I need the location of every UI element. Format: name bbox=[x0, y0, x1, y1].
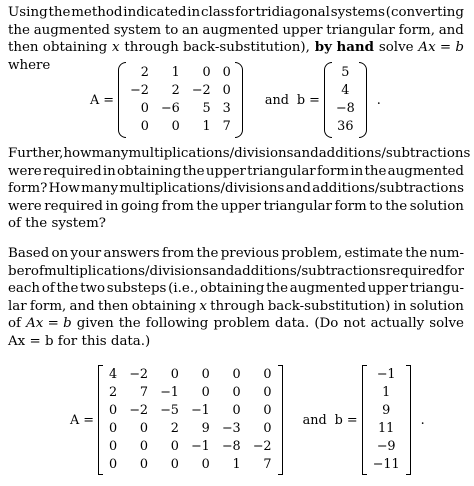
text-word: multiplications/divisions bbox=[119, 181, 285, 197]
text-word: augmented bbox=[202, 22, 279, 38]
text-word: many bbox=[91, 146, 129, 161]
problem2-text bbox=[8, 245, 464, 351]
vector-b bbox=[324, 62, 367, 138]
matrix-cell: 0 bbox=[263, 385, 272, 400]
matrix-cell: 7 bbox=[139, 385, 149, 400]
text-word: to bbox=[369, 198, 383, 214]
text-word: the bbox=[196, 246, 219, 261]
text-word: the bbox=[405, 246, 428, 261]
text-word: two bbox=[80, 281, 106, 297]
text-word: system bbox=[113, 22, 162, 38]
text-word: required bbox=[42, 163, 102, 179]
matrix-cell: 1 bbox=[202, 119, 211, 134]
vector-cell: −8 bbox=[335, 101, 355, 116]
matrix-cell: 2 bbox=[170, 421, 179, 436]
text-word: solution bbox=[409, 198, 464, 214]
matrix-cell: 0 bbox=[232, 367, 241, 382]
text-word: triangu- bbox=[409, 281, 464, 297]
text-word: actually bbox=[370, 316, 425, 332]
text-word: Ax = b bbox=[26, 316, 72, 332]
text-word: additions/subtractions bbox=[312, 181, 464, 197]
text-line bbox=[8, 263, 464, 281]
text-word: of bbox=[30, 263, 44, 279]
text-line bbox=[8, 39, 464, 57]
text-word: were bbox=[8, 163, 42, 179]
text-word: upper bbox=[220, 198, 261, 214]
matrix-cell: −1 bbox=[190, 439, 210, 454]
matrix-cell: 0 bbox=[171, 119, 180, 134]
text-word: following bbox=[145, 316, 209, 332]
end-punct: . bbox=[376, 92, 381, 108]
matrix-cell: 0 bbox=[263, 403, 272, 418]
text-word: obtaining bbox=[200, 281, 265, 297]
text-line bbox=[8, 315, 464, 333]
text-line bbox=[8, 298, 464, 316]
text-word: of the system? bbox=[8, 216, 106, 232]
matrix-cell: 0 bbox=[109, 457, 118, 472]
text-word: where bbox=[8, 57, 51, 73]
text-word: each bbox=[8, 281, 41, 297]
text-word: were bbox=[8, 198, 42, 214]
text-word: in bbox=[102, 163, 116, 179]
text-word: the bbox=[364, 163, 387, 179]
text-word: an bbox=[182, 22, 199, 38]
text-line bbox=[8, 180, 464, 198]
text-word: and bbox=[438, 22, 464, 38]
text-word: to bbox=[164, 22, 179, 38]
matrix-cell: −6 bbox=[160, 101, 180, 116]
text-word: additions/subtractions bbox=[318, 146, 471, 161]
text-line bbox=[8, 333, 464, 351]
matrix-a bbox=[118, 62, 243, 138]
text-word: in bbox=[350, 163, 364, 179]
matrix-cell: 9 bbox=[201, 421, 210, 436]
text-word: for bbox=[444, 263, 464, 279]
text-word: form? bbox=[8, 181, 48, 197]
text-word: x bbox=[199, 298, 207, 314]
text-word: indicated bbox=[123, 5, 187, 20]
text-word: systems bbox=[330, 5, 385, 20]
matrix-cell: 0 bbox=[139, 457, 149, 472]
matrix-cell: 0 bbox=[263, 421, 272, 436]
text-word: obtaining bbox=[117, 163, 182, 179]
matrix-cell: −2 bbox=[252, 439, 272, 454]
problem2-equation bbox=[70, 365, 425, 475]
matrix-a-label: A = bbox=[70, 412, 95, 428]
text-word: then obtaining bbox=[8, 40, 108, 56]
text-line bbox=[8, 22, 464, 40]
text-line bbox=[8, 163, 464, 181]
matrix-cell: 2 bbox=[109, 385, 118, 400]
matrix-cell: −2 bbox=[129, 367, 149, 382]
text-word: from bbox=[161, 198, 194, 214]
vector-b bbox=[362, 365, 411, 475]
text-word: Ax = b for this data.) bbox=[8, 333, 151, 349]
matrix-cell: −2 bbox=[129, 403, 149, 418]
matrix-cell: −1 bbox=[160, 385, 179, 400]
end-punct: . bbox=[420, 412, 425, 428]
text-word: solve bbox=[378, 40, 414, 56]
text-word: of bbox=[41, 281, 55, 297]
matrix-cell: 3 bbox=[222, 101, 231, 116]
and-label: and bbox=[302, 412, 327, 428]
text-word: and bbox=[69, 298, 95, 314]
text-word: answers bbox=[103, 246, 160, 261]
matrix-cell: 0 bbox=[201, 457, 210, 472]
vector-cell: 11 bbox=[378, 421, 395, 436]
text-word: (Do bbox=[314, 316, 339, 332]
text-word: How bbox=[48, 181, 80, 197]
text-line bbox=[8, 198, 464, 216]
text-word: the bbox=[118, 316, 141, 332]
text-word: through back-substitution), bbox=[124, 40, 310, 56]
text-word: lar bbox=[8, 298, 27, 314]
text-word: and bbox=[285, 181, 311, 197]
matrix-cell: 0 bbox=[201, 367, 210, 382]
text-word: many bbox=[81, 181, 119, 197]
text-word: the bbox=[8, 22, 30, 38]
text-word: given bbox=[76, 316, 114, 332]
text-word: class bbox=[200, 5, 235, 20]
text-word: tridiagonal bbox=[255, 5, 330, 20]
vector-cell: −1 bbox=[376, 367, 396, 382]
matrix-a bbox=[98, 365, 283, 475]
text-word: going bbox=[120, 198, 160, 214]
text-line bbox=[8, 145, 471, 163]
text-word: ber bbox=[8, 263, 31, 279]
text-line bbox=[8, 4, 464, 22]
matrix-cell: 2 bbox=[171, 83, 180, 98]
matrix-cell: 7 bbox=[222, 119, 231, 134]
text-word: and bbox=[208, 263, 235, 279]
text-word: the bbox=[182, 163, 205, 179]
text-word: and bbox=[293, 146, 319, 161]
text-word: obtaining bbox=[131, 298, 197, 314]
text-word: the bbox=[266, 281, 289, 297]
matrix-cell: −2 bbox=[130, 83, 149, 98]
and-label: and bbox=[264, 92, 289, 108]
text-word: substeps bbox=[106, 281, 167, 297]
text-word: form bbox=[316, 163, 350, 179]
text-word: upper bbox=[367, 281, 408, 297]
text-word: the bbox=[48, 5, 71, 20]
text-word: method bbox=[71, 5, 123, 20]
matrix-cell: 1 bbox=[171, 65, 180, 80]
text-line bbox=[8, 215, 464, 233]
text-word: previous bbox=[220, 246, 280, 261]
matrix-cell: −1 bbox=[190, 403, 210, 418]
matrix-cell: 0 bbox=[222, 83, 231, 98]
vector-b-label: b = bbox=[296, 92, 320, 108]
text-word: for bbox=[235, 5, 255, 20]
matrix-cell: 0 bbox=[202, 65, 211, 80]
matrix-cell: 0 bbox=[140, 101, 149, 116]
text-word: additions/subtractions bbox=[234, 263, 386, 279]
text-word: Using bbox=[8, 5, 48, 20]
text-word: data. bbox=[275, 316, 310, 332]
vector-cell: 9 bbox=[382, 403, 391, 418]
text-word: triangular bbox=[263, 198, 332, 214]
text-word: triangular bbox=[247, 163, 316, 179]
matrix-cell: 0 bbox=[222, 65, 231, 80]
problem1-equation bbox=[90, 62, 381, 138]
text-word: augmented bbox=[289, 281, 367, 297]
matrix-a-label: A = bbox=[90, 92, 115, 108]
vector-cell: −11 bbox=[372, 457, 400, 472]
text-word: in bbox=[187, 5, 201, 20]
text-word: augmented bbox=[33, 22, 110, 38]
text-word: Based bbox=[8, 246, 50, 261]
matrix-cell: 0 bbox=[232, 385, 241, 400]
matrix-cell: 2 bbox=[140, 65, 149, 80]
problem1-question bbox=[8, 145, 471, 233]
text-word: required bbox=[385, 263, 445, 279]
text-word: of bbox=[8, 316, 22, 332]
text-word: problem, bbox=[281, 246, 343, 261]
matrix-cell: 0 bbox=[263, 367, 272, 382]
matrix-cell: 0 bbox=[139, 439, 149, 454]
text-word: the bbox=[385, 198, 408, 214]
text-word: Ax = b bbox=[418, 40, 464, 56]
text-line bbox=[8, 245, 464, 263]
text-word: solve bbox=[429, 316, 464, 332]
text-word: required bbox=[44, 198, 103, 214]
vector-cell: 4 bbox=[341, 83, 350, 98]
vector-b-label: b = bbox=[334, 412, 358, 428]
vector-cell: 5 bbox=[341, 65, 350, 80]
matrix-cell: 0 bbox=[109, 439, 118, 454]
text-word: upper bbox=[282, 22, 323, 38]
matrix-cell: 4 bbox=[109, 367, 118, 382]
text-word: Further, bbox=[8, 146, 64, 161]
text-word: through bbox=[210, 298, 265, 314]
matrix-cell: 1 bbox=[232, 457, 241, 472]
text-word: problem bbox=[213, 316, 270, 332]
text-word: in bbox=[393, 298, 407, 314]
text-word: not bbox=[343, 316, 366, 332]
text-word: augmented bbox=[387, 163, 464, 179]
text-word: how bbox=[63, 146, 92, 161]
text-word: your bbox=[70, 246, 102, 261]
text-word: form bbox=[334, 198, 367, 214]
text-word: the bbox=[56, 281, 79, 297]
matrix-cell: 0 bbox=[109, 421, 118, 436]
matrix-cell: −2 bbox=[191, 83, 211, 98]
text-word: form, bbox=[29, 298, 67, 314]
text-word: upper bbox=[205, 163, 246, 179]
text-word: from bbox=[162, 246, 195, 261]
text-word: solution bbox=[409, 298, 464, 314]
text-word: multiplications/divisions bbox=[128, 146, 294, 161]
matrix-cell: 0 bbox=[170, 457, 179, 472]
vector-cell: −9 bbox=[376, 439, 396, 454]
matrix-cell: 0 bbox=[201, 385, 210, 400]
text-line bbox=[8, 280, 464, 298]
matrix-cell: −5 bbox=[160, 403, 179, 418]
matrix-cell: 7 bbox=[263, 457, 272, 472]
text-word: estimate bbox=[344, 246, 403, 261]
text-word: triangular bbox=[326, 22, 395, 38]
text-word: then bbox=[97, 298, 129, 314]
text-word: form, bbox=[398, 22, 435, 38]
matrix-cell: 0 bbox=[109, 403, 118, 418]
matrix-cell: −8 bbox=[221, 439, 241, 454]
matrix-cell: 0 bbox=[170, 439, 179, 454]
text-word: (converting bbox=[385, 5, 464, 20]
text-word: x bbox=[112, 40, 120, 56]
text-word: num- bbox=[429, 246, 464, 261]
text-word: by hand bbox=[314, 39, 375, 56]
matrix-cell: 0 bbox=[232, 403, 241, 418]
text-word: (i.e., bbox=[168, 281, 199, 297]
vector-cell: 1 bbox=[382, 385, 391, 400]
text-word: multiplications/divisions bbox=[43, 263, 209, 279]
matrix-cell: 0 bbox=[139, 421, 149, 436]
vector-cell: 36 bbox=[337, 119, 354, 134]
matrix-cell: 0 bbox=[170, 367, 179, 382]
text-word: in bbox=[105, 198, 119, 214]
matrix-cell: 5 bbox=[202, 101, 211, 116]
matrix-cell: −3 bbox=[221, 421, 241, 436]
text-word: on bbox=[51, 246, 69, 261]
text-word: back-substitution) bbox=[267, 298, 391, 314]
matrix-cell: 0 bbox=[140, 119, 149, 134]
text-word: the bbox=[196, 198, 219, 214]
